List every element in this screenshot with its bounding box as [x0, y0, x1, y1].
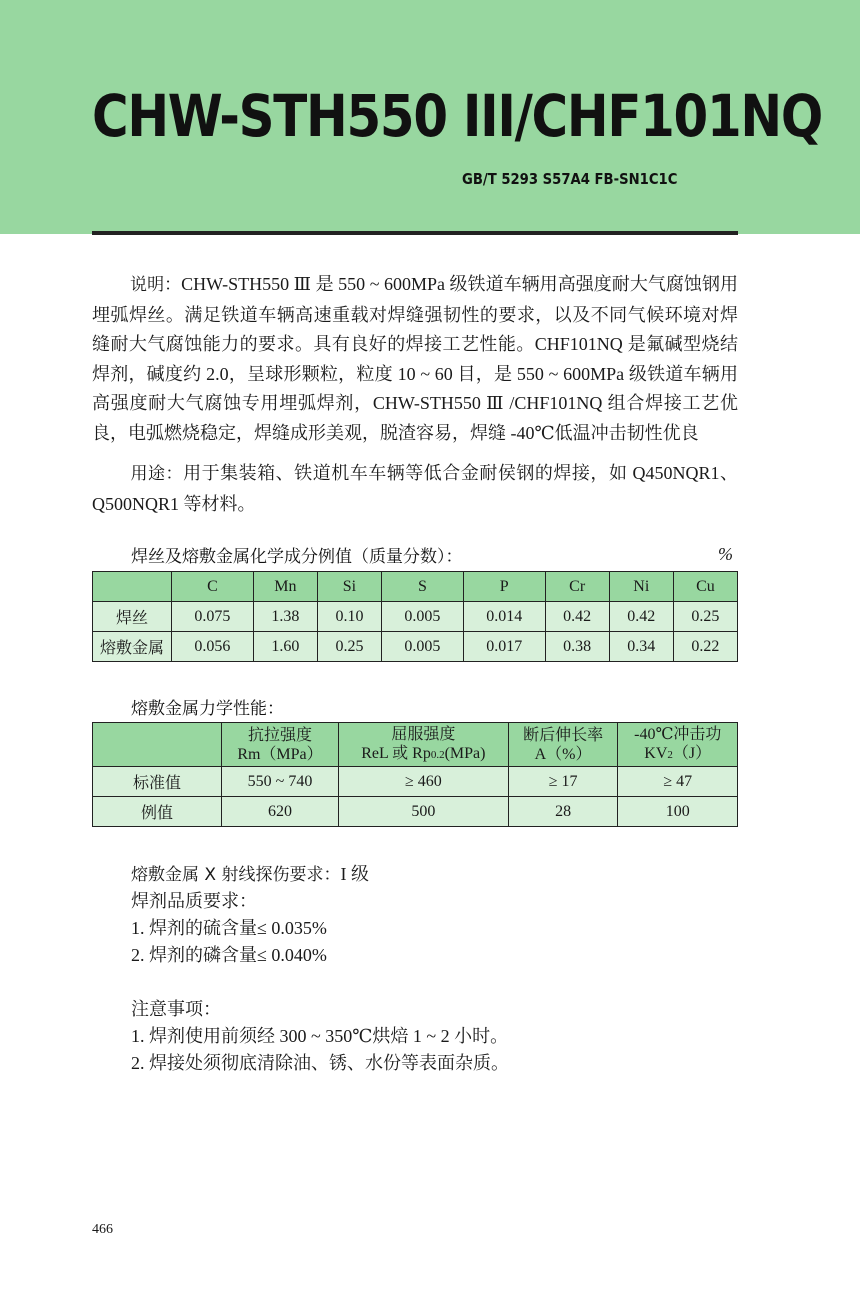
table-cell: 28 — [508, 797, 618, 827]
flux-quality-item: 1. 焊剂的硫含量≤ 0.035% — [131, 918, 327, 938]
usage-label: 用途： — [130, 464, 184, 484]
table-cell: 0.38 — [545, 632, 609, 662]
table-row — [93, 602, 738, 632]
usage-paragraph — [92, 459, 738, 519]
header-cell — [508, 723, 618, 767]
table-cell: 0.42 — [609, 602, 673, 632]
header-cell: Ni — [609, 572, 673, 602]
header-subscript: 2 — [667, 748, 673, 761]
table-cell: 0.10 — [317, 602, 381, 632]
header-line: 抗拉强度 — [247, 726, 312, 744]
description-label: 说明： — [130, 275, 182, 295]
header-line: 屈服强度 — [391, 725, 456, 743]
table-cell: 0.34 — [609, 632, 673, 662]
table-cell: 0.056 — [172, 632, 254, 662]
row-label: 熔敷金属 — [93, 632, 172, 662]
header-cell — [93, 572, 172, 602]
xray-requirement — [131, 860, 369, 886]
table-row — [93, 767, 738, 797]
table-cell: 0.017 — [463, 632, 545, 662]
table-cell: 1.60 — [253, 632, 317, 662]
page-number: 466 — [92, 1222, 113, 1237]
table-cell: 0.075 — [172, 602, 254, 632]
header-cell — [93, 723, 222, 767]
table-cell: 0.014 — [463, 602, 545, 632]
table-row — [93, 632, 738, 662]
header-line: -40℃冲击功 — [634, 725, 722, 743]
table-cell: 0.25 — [673, 602, 737, 632]
table-cell: 0.42 — [545, 602, 609, 632]
table-cell: ≥ 47 — [618, 767, 738, 797]
title-divider — [92, 231, 738, 235]
table-cell: 1.38 — [253, 602, 317, 632]
notes-item: 2. 焊接处须彻底清除油、锈、水份等表面杂质。 — [131, 1053, 509, 1073]
row-label: 焊丝 — [93, 602, 172, 632]
notes-title: 注意事项： — [131, 999, 221, 1020]
header-cell: Si — [317, 572, 381, 602]
table-cell: ≥ 460 — [338, 767, 508, 797]
header-line: ReL 或 Rp — [361, 744, 431, 762]
table-cell: 500 — [338, 797, 508, 827]
header-subscript: 0.2 — [430, 748, 445, 761]
chem-table-title: 焊丝及熔敷金属化学成分例值（质量分数）： — [131, 547, 463, 567]
mech-table-title: 熔敷金属力学性能： — [131, 699, 284, 719]
page-title: CHW-STH550 III/CHF101NQ — [92, 82, 822, 150]
table-row — [93, 797, 738, 827]
header-line: KV — [644, 744, 668, 762]
header-cell — [338, 723, 508, 767]
table-cell: 0.005 — [382, 632, 464, 662]
flux-quality-item: 2. 焊剂的磷含量≤ 0.040% — [131, 945, 327, 965]
xray-value: I 级 — [340, 864, 369, 884]
header-cell: C — [172, 572, 254, 602]
header-line: Rm（MPa） — [237, 745, 323, 763]
description-paragraph — [92, 270, 738, 448]
chem-table-unit: % — [718, 544, 733, 564]
table-cell: 100 — [618, 797, 738, 827]
table-cell: 550 ~ 740 — [222, 767, 339, 797]
header-cell: Cr — [545, 572, 609, 602]
header-cell — [618, 723, 738, 767]
usage-text: 用于集装箱、铁道机车车辆等低合金耐侯钢的焊接，如 Q450NQR1、Q500NQR1 等材料。 — [92, 463, 738, 514]
header-line: (MPa) — [444, 744, 486, 762]
table-cell: 0.005 — [382, 602, 464, 632]
table-cell: 0.22 — [673, 632, 737, 662]
standard-code: GB/T 5293 S57A4 FB-SN1C1C — [462, 170, 678, 188]
header-cell — [222, 723, 339, 767]
header-cell: Cu — [673, 572, 737, 602]
row-label: 例值 — [93, 797, 222, 827]
chemical-composition-table — [92, 571, 738, 662]
table-cell: 620 — [222, 797, 339, 827]
header-line: 断后伸长率 — [523, 726, 604, 744]
header-line: （J） — [672, 744, 712, 762]
header-line: A（%） — [534, 745, 592, 763]
table-header-row — [93, 723, 738, 767]
table-cell: ≥ 17 — [508, 767, 618, 797]
table-cell: 0.25 — [317, 632, 381, 662]
mechanical-properties-table — [92, 722, 738, 827]
xray-label: 熔敷金属 X 射线探伤要求： — [131, 865, 341, 885]
header-cell: P — [463, 572, 545, 602]
header-cell: Mn — [253, 572, 317, 602]
description-text: CHW-STH550 Ⅲ 是 550 ~ 600MPa 级铁道车辆用高强度耐大气腐蚀钢用埋弧焊丝。满足铁道车辆高速重载对焊缝强韧性的要求，以及不同气候环境对焊缝耐大气腐蚀能力的要求。具有良好的焊接工艺性能。CHF101NQ 是氟碱型烧结焊剂，碱度约 2.0，呈球形颗粒，粒度 10 ~ 60 目，是 550 ~ 600MPa 级铁道车辆用高强度耐大气腐蚀专用埋弧焊剂，CHW-STH550 Ⅲ /CHF101NQ 组合焊接工艺优良，电弧燃烧稳定，焊缝成形美观，脱渣容易，焊缝 -40℃低温冲击韧性优良 — [92, 274, 738, 443]
flux-quality-title: 焊剂品质要求： — [131, 891, 257, 912]
table-header-row — [93, 572, 738, 602]
header-cell: S — [382, 572, 464, 602]
row-label: 标准值 — [93, 767, 222, 797]
header-band — [0, 0, 860, 234]
notes-item: 1. 焊剂使用前须经 300 ~ 350℃烘焙 1 ~ 2 小时。 — [131, 1026, 509, 1046]
